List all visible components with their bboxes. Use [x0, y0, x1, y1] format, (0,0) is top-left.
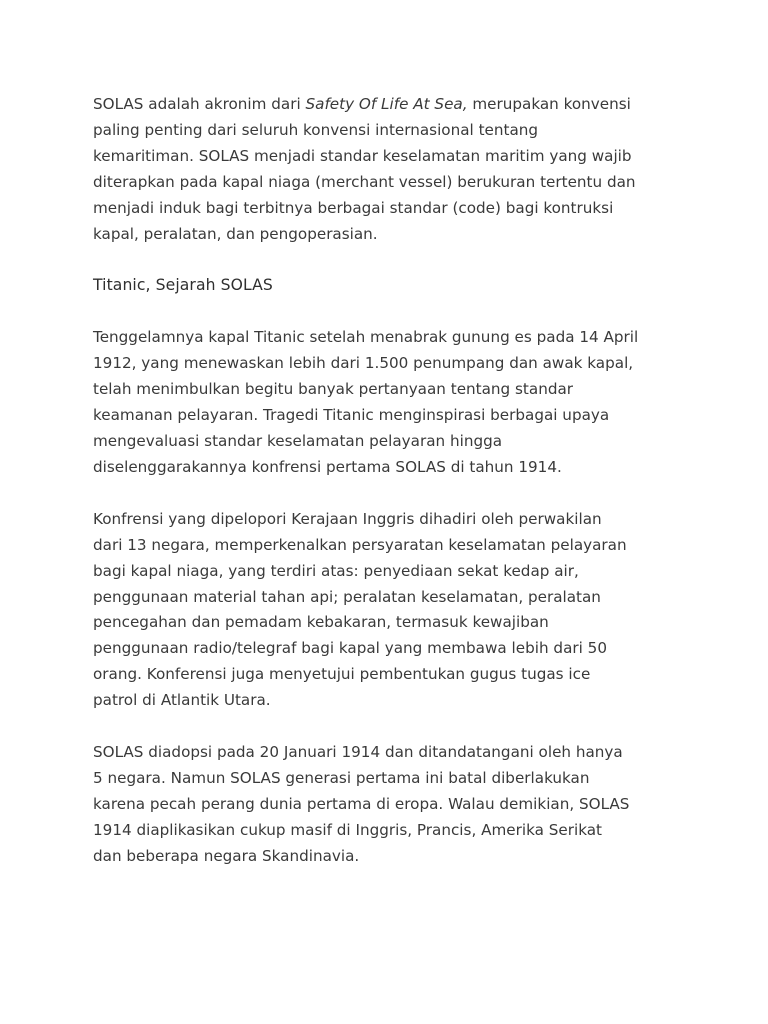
text-line: patrol di Atlantik Utara. — [93, 691, 271, 710]
intro-paragraph — [93, 92, 688, 247]
text-line: bagi kapal niaga, yang terdiri atas: penyediaan sekat kedap air, — [93, 561, 579, 580]
text-line: pencegahan dan pemadam kebakaran, termasuk kewajiban — [93, 613, 549, 632]
text-line: paling penting dari seluruh konvensi internasional tentang — [93, 120, 539, 139]
text-line: Konfrensi yang dipelopori Kerajaan Inggris dihadiri oleh perwakilan — [93, 509, 602, 528]
text-line: mengevaluasi standar keselamatan pelayaran hingga — [93, 431, 503, 450]
intro-text-before: SOLAS adalah akronim dari — [93, 95, 306, 113]
text-line: Tenggelamnya kapal Titanic setelah menabrak gunung es pada 14 April — [93, 328, 639, 347]
adoption-paragraph — [93, 740, 688, 870]
section-heading: Titanic, Sejarah SOLAS — [93, 276, 273, 295]
text-line — [93, 92, 688, 118]
text-line: orang. Konferensi juga menyetujui pembentukan gugus tugas ice — [93, 665, 591, 684]
text-line: 1912, yang menewaskan lebih dari 1.500 penumpang dan awak kapal, — [93, 354, 634, 373]
text-line: penggunaan radio/telegraf bagi kapal yang membawa lebih dari 50 — [93, 639, 607, 658]
text-line: SOLAS diadopsi pada 20 Januari 1914 dan ditandatangani oleh hanya — [93, 743, 623, 762]
intro-text-after: merupakan konvensi — [467, 95, 631, 113]
conference-paragraph — [93, 507, 688, 714]
text-line: penggunaan material tahan api; peralatan keselamatan, peralatan — [93, 587, 601, 606]
text-line: kemaritiman. SOLAS menjadi standar keselamatan maritim yang wajib — [93, 146, 632, 165]
text-line: dan beberapa negara Skandinavia. — [93, 846, 360, 865]
text-line: diselenggarakannya konfrensi pertama SOLAS di tahun 1914. — [93, 457, 562, 476]
text-line: menjadi induk bagi terbitnya berbagai standar (code) bagi kontruksi — [93, 198, 614, 217]
titanic-paragraph — [93, 325, 688, 480]
text-line: 1914 diaplikasikan cukup masif di Inggris, Prancis, Amerika Serikat — [93, 820, 602, 839]
text-line: keamanan pelayaran. Tragedi Titanic menginspirasi berbagai upaya — [93, 406, 610, 425]
text-line: karena pecah perang dunia pertama di eropa. Walau demikian, SOLAS — [93, 794, 630, 813]
text-line: 5 negara. Namun SOLAS generasi pertama ini batal diberlakukan — [93, 768, 590, 787]
text-line: diterapkan pada kapal niaga (merchant vessel) berukuran tertentu dan — [93, 172, 636, 191]
intro-italic-term: Safety Of Life At Sea, — [305, 95, 468, 113]
text-line: dari 13 negara, memperkenalkan persyaratan keselamatan pelayaran — [93, 535, 627, 554]
text-line: telah menimbulkan begitu banyak pertanyaan tentang standar — [93, 380, 574, 399]
text-line: kapal, peralatan, dan pengoperasian. — [93, 224, 378, 243]
